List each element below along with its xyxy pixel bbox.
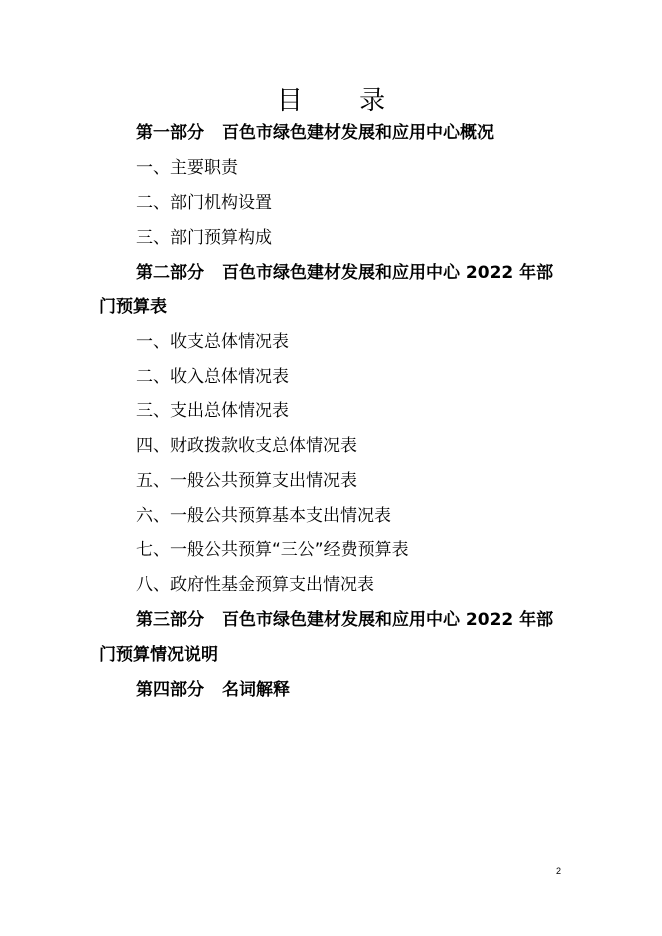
- part2-item-4: 四、财政拨款收支总体情况表: [136, 436, 357, 456]
- part1-title: 百色市绿色建材发展和应用中心概况: [222, 123, 494, 143]
- part3-heading: [136, 608, 553, 632]
- part3-label: 第三部分: [136, 610, 204, 630]
- part2-item-7: 七、一般公共预算“三公”经费预算表: [136, 540, 409, 560]
- part2-item-6: 六、一般公共预算基本支出情况表: [136, 506, 391, 526]
- part2-heading: [136, 261, 553, 285]
- part1-heading: [136, 121, 494, 145]
- part2-item-8: 八、政府性基金预算支出情况表: [136, 575, 374, 595]
- part1-item-2: 二、部门机构设置: [136, 193, 272, 213]
- part2-title-line1: 百色市绿色建材发展和应用中心 2022 年部: [222, 263, 554, 283]
- part4-heading: [136, 678, 290, 702]
- part2-item-2: 二、收入总体情况表: [136, 367, 289, 387]
- page-number: 2: [556, 866, 562, 876]
- part1-label: 第一部分: [136, 123, 204, 143]
- part3-title-line1: 百色市绿色建材发展和应用中心 2022 年部: [222, 610, 554, 630]
- part2-item-3: 三、支出总体情况表: [136, 401, 289, 421]
- part1-item-1: 一、主要职责: [136, 158, 238, 178]
- part3-title-line2: 门预算情况说明: [99, 645, 218, 665]
- part4-title: 名词解释: [222, 680, 290, 700]
- part2-label: 第二部分: [136, 263, 204, 283]
- part2-item-1: 一、收支总体情况表: [136, 332, 289, 352]
- part2-item-5: 五、一般公共预算支出情况表: [136, 471, 357, 491]
- toc-title: 目 录: [276, 86, 410, 116]
- part4-label: 第四部分: [136, 680, 204, 700]
- part1-item-3: 三、部门预算构成: [136, 228, 272, 248]
- part2-title-line2: 门预算表: [99, 297, 167, 317]
